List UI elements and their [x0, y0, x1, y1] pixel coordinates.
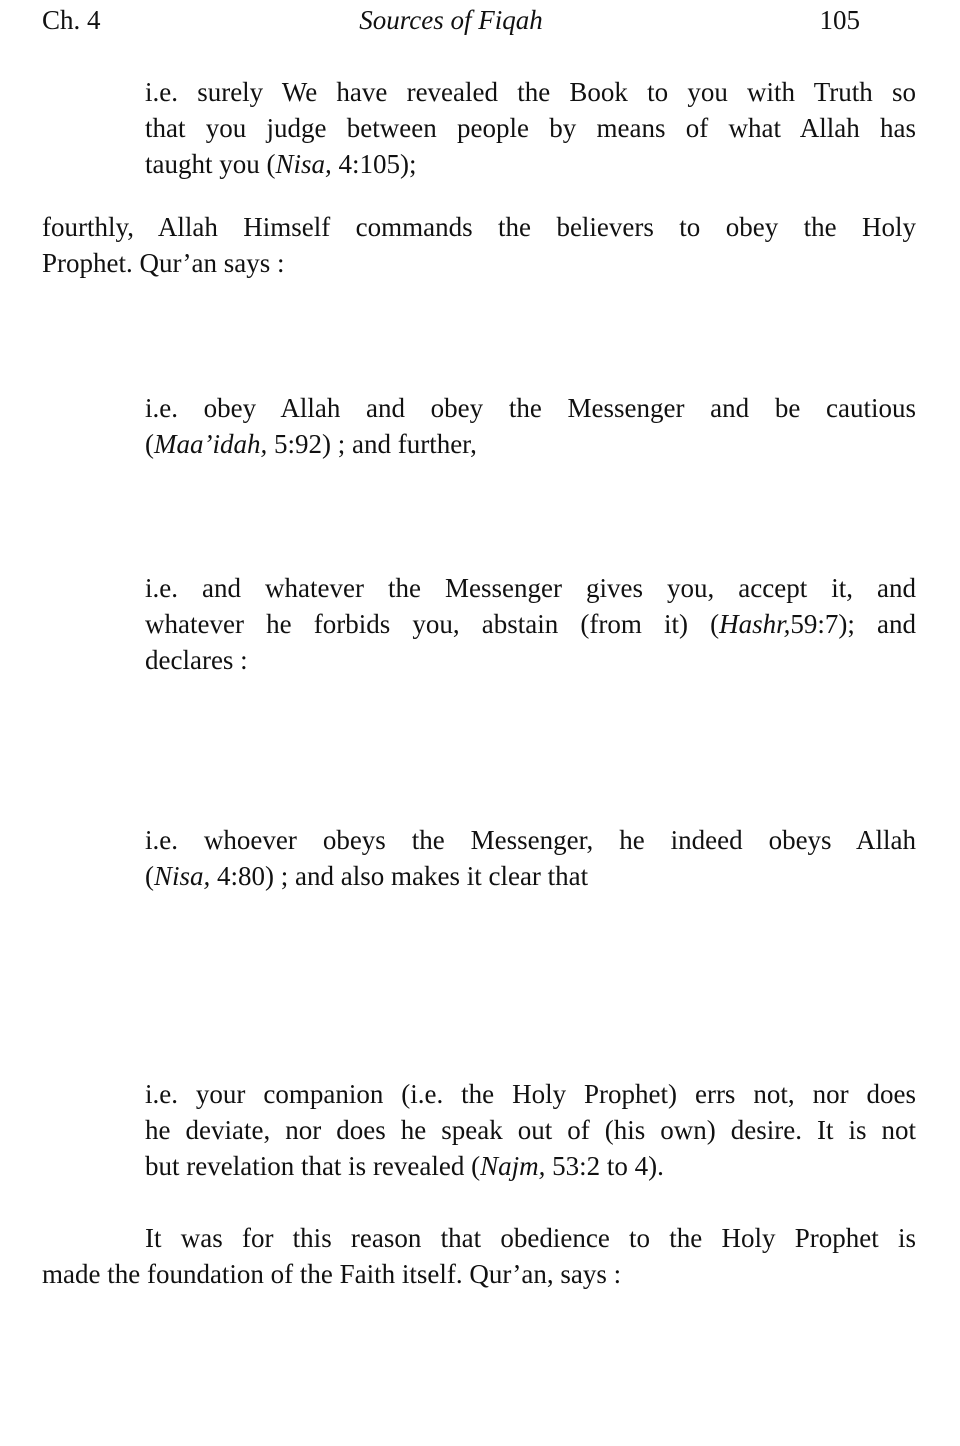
text-line: [145, 858, 916, 894]
text-line: i.e. obey Allah and obey the Messenger and be cautious: [145, 393, 916, 423]
text-span: 59:7); and: [790, 609, 916, 639]
text-line: i.e. and whatever the Messenger gives you, accept it, and: [145, 573, 916, 603]
text-line: he deviate, nor does he speak out of (his own) desire. It is not: [145, 1115, 916, 1145]
text-span: 4:80) ; and also makes it clear that: [210, 861, 589, 891]
text-span: but revelation that is revealed (: [145, 1151, 481, 1181]
surah-name: Najm,: [480, 1151, 546, 1181]
quote-translation-hashr: [145, 570, 916, 678]
quote-translation-nisa-80: [145, 822, 916, 894]
running-head: [42, 2, 860, 38]
text-span: 53:2 to 4).: [545, 1151, 664, 1181]
text-span: 4:105);: [331, 149, 417, 179]
text-line: [145, 426, 916, 462]
text-line: i.e. surely We have revealed the Book to you with Truth so: [145, 77, 916, 107]
text-line: [145, 146, 916, 182]
text-span: (: [145, 429, 154, 459]
text-line: Prophet. Qur’an says :: [42, 248, 285, 278]
body-paragraph-obedience: [42, 1220, 916, 1292]
text-line: fourthly, Allah Himself commands the believers to obey the Holy: [42, 212, 916, 242]
surah-name: Hashr,: [719, 609, 791, 639]
text-line: made the foundation of the Faith itself. Qur’an, says :: [42, 1259, 622, 1289]
quote-translation-najm: [145, 1076, 916, 1184]
quote-translation-nisa-105: [145, 74, 916, 182]
text-line: declares :: [145, 645, 248, 675]
text-line: that you judge between people by means of what Allah has: [145, 113, 916, 143]
chapter-title: Sources of Fiqah: [359, 5, 543, 35]
text-span: taught you (: [145, 149, 276, 179]
text-line: i.e. your companion (i.e. the Holy Prophet) errs not, nor does: [145, 1079, 916, 1109]
text-span: whatever he forbids you, abstain (from it) (: [145, 609, 720, 639]
text-span: 5:92) ; and further,: [267, 429, 477, 459]
text-line: [145, 606, 916, 642]
text-span: (: [145, 861, 154, 891]
text-line: It was for this reason that obedience to the Holy Prophet is: [145, 1223, 916, 1253]
page-number: 105: [819, 5, 860, 35]
text-line: i.e. whoever obeys the Messenger, he indeed obeys Allah: [145, 825, 916, 855]
surah-name: Maa’idah,: [154, 429, 268, 459]
quote-translation-maaidah: [145, 390, 916, 462]
text-line: [145, 1148, 916, 1184]
chapter-label: Ch. 4: [42, 5, 101, 35]
surah-name: Nisa,: [154, 861, 211, 891]
body-paragraph-fourthly: [42, 209, 916, 281]
surah-name: Nisa,: [275, 149, 332, 179]
